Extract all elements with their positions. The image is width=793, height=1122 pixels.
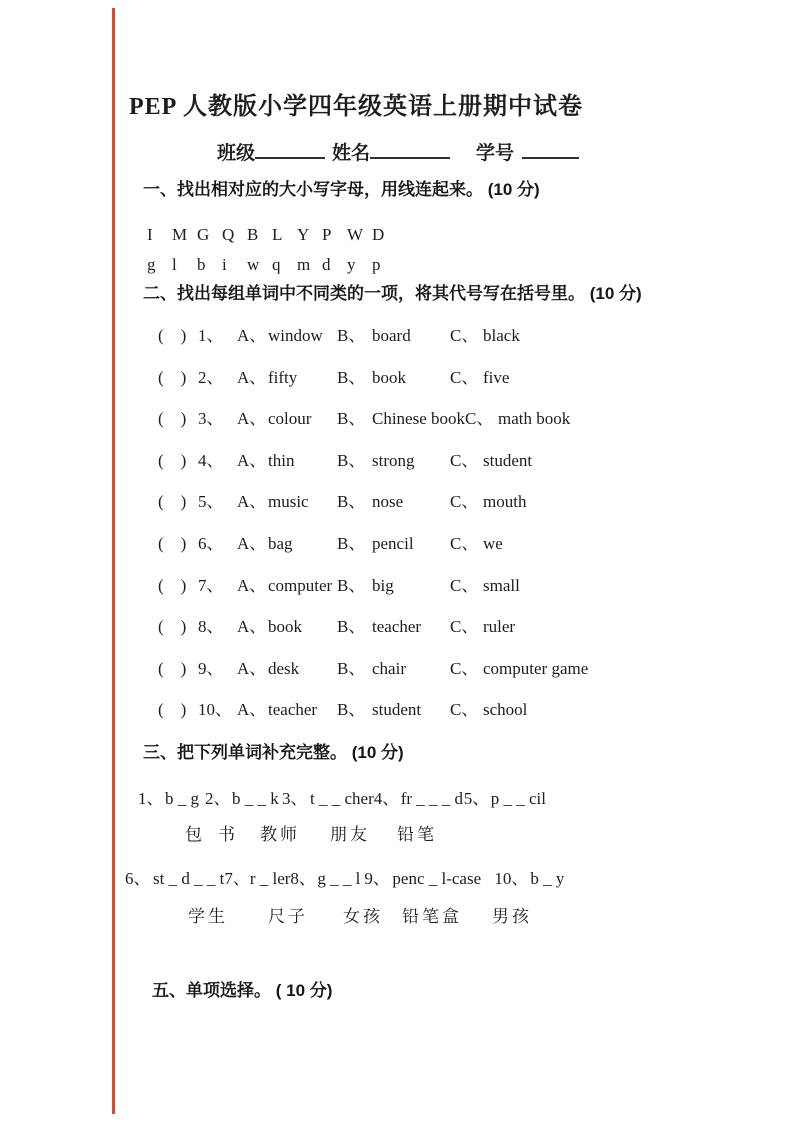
- page-title: PEP 人教版小学四年级英语上册期中试卷: [128, 94, 583, 120]
- question-row-2: [158, 367, 509, 388]
- word-number: 1、: [138, 789, 164, 808]
- section2-score: (10 分): [589, 284, 642, 303]
- option-b-label: B、: [337, 368, 366, 387]
- option-c-label: C、: [450, 576, 479, 595]
- option-c-word: math book: [498, 409, 571, 428]
- option-c-word: student: [483, 451, 533, 470]
- word-gloss: 铅笔: [397, 825, 437, 844]
- section3-heading-text: 三、把下列单词补充完整。: [143, 743, 347, 762]
- option-a-label: A、: [237, 617, 267, 636]
- id-label: 学号: [476, 143, 515, 164]
- option-b-label: B、: [337, 492, 366, 511]
- fill-word: st _ d _ _ t: [153, 869, 225, 888]
- answer-paren: ( ): [158, 700, 187, 719]
- option-b-word: chair: [372, 659, 406, 678]
- class-label: 班级: [217, 143, 256, 164]
- question-row-5: [158, 491, 526, 512]
- word-gloss: 教师: [260, 825, 300, 844]
- option-b-word: pencil: [372, 534, 414, 553]
- section1-heading-text: 一、找出相对应的大小写字母，用线连起来。: [143, 180, 483, 199]
- fill-word: r _ ler: [249, 869, 291, 888]
- lowercase-letter: p: [372, 255, 381, 274]
- question-row-9: [158, 658, 588, 679]
- word-gloss: 包: [185, 825, 205, 844]
- answer-paren: ( ): [158, 534, 187, 553]
- option-c-label: C、: [450, 659, 479, 678]
- question-row-1: [158, 325, 520, 346]
- option-a-label: A、: [237, 451, 267, 470]
- question-number: 1、: [198, 326, 224, 345]
- word-gloss: 学生: [188, 907, 228, 926]
- word-number: 7、: [224, 869, 250, 888]
- answer-paren: ( ): [158, 617, 187, 636]
- answer-paren: ( ): [158, 326, 187, 345]
- id-blank: [522, 142, 579, 159]
- word-gloss: 朋友: [330, 825, 370, 844]
- option-a-label: A、: [237, 659, 267, 678]
- name-blank: [370, 142, 450, 159]
- word-number: 8、: [290, 869, 316, 888]
- section5-heading: [152, 980, 332, 1002]
- question-number: 9、: [198, 659, 224, 678]
- option-c-label: C、: [450, 617, 479, 636]
- option-c-word: mouth: [483, 492, 527, 511]
- option-c-label: C、: [450, 451, 479, 470]
- fill-word-row-1: [138, 788, 546, 810]
- word-number: 3、: [282, 789, 308, 808]
- fill-word: penc _ l-case: [392, 869, 482, 888]
- lowercase-letter-row: [147, 254, 397, 275]
- answer-paren: ( ): [158, 576, 187, 595]
- fill-word: b _ y: [530, 869, 565, 888]
- uppercase-letter: M: [172, 225, 188, 244]
- option-b-label: B、: [337, 326, 366, 345]
- question-number: 10、: [198, 700, 232, 719]
- uppercase-letter: Y: [297, 225, 310, 244]
- answer-paren: ( ): [158, 409, 187, 428]
- uppercase-letter-row: [147, 224, 397, 245]
- fill-word: g _ _ l: [317, 869, 361, 888]
- margin-line: [112, 8, 115, 1114]
- word-number: 2、: [205, 789, 231, 808]
- option-b-label: B、: [337, 409, 366, 428]
- fill-word: b _ _ k: [232, 789, 279, 808]
- word-number: 4、: [373, 789, 400, 808]
- option-c-word: we: [483, 534, 503, 553]
- section2-heading: [143, 283, 642, 305]
- question-row-10: [158, 699, 527, 720]
- fill-word: p _ _ cil: [490, 789, 546, 808]
- question-number: 4、: [198, 451, 224, 470]
- class-blank: [255, 142, 325, 159]
- option-a-label: A、: [237, 534, 267, 553]
- option-b-word: Chinese book: [372, 409, 466, 428]
- option-b-label: B、: [337, 534, 366, 553]
- uppercase-letter: P: [322, 225, 332, 244]
- option-a-word: thin: [268, 451, 295, 470]
- uppercase-letter: Q: [222, 225, 235, 244]
- option-b-label: B、: [337, 451, 366, 470]
- lowercase-letter: l: [172, 255, 177, 274]
- option-c-label: C、: [450, 368, 479, 387]
- question-row-8: [158, 616, 515, 637]
- word-gloss: 女孩: [343, 907, 383, 926]
- option-a-label: A、: [237, 492, 267, 511]
- option-c-word: computer game: [483, 659, 589, 678]
- uppercase-letter: D: [372, 225, 385, 244]
- option-b-label: B、: [337, 617, 366, 636]
- word-gloss: 书: [218, 825, 238, 844]
- lowercase-letter: d: [322, 255, 331, 274]
- word-number: 6、: [125, 869, 151, 888]
- option-a-word: bag: [268, 534, 293, 553]
- answer-paren: ( ): [158, 451, 187, 470]
- word-number: 10、: [494, 869, 529, 888]
- section1-heading: [143, 179, 540, 201]
- option-a-word: teacher: [268, 700, 318, 719]
- option-b-word: board: [372, 326, 411, 345]
- option-b-word: student: [372, 700, 422, 719]
- option-b-word: big: [372, 576, 394, 595]
- fill-word: fr _ _ _ d: [400, 789, 464, 808]
- option-b-word: strong: [372, 451, 415, 470]
- option-c-word: five: [483, 368, 510, 387]
- question-row-6: [158, 533, 503, 554]
- option-c-word: ruler: [483, 617, 516, 636]
- section5-score: ( 10 分): [275, 981, 333, 1000]
- option-b-word: nose: [372, 492, 404, 511]
- lowercase-letter: y: [347, 255, 356, 274]
- word-number: 9、: [364, 869, 390, 888]
- option-a-word: book: [268, 617, 302, 636]
- option-c-label: C、: [450, 326, 479, 345]
- question-row-4: [158, 450, 532, 471]
- uppercase-letter: W: [347, 225, 364, 244]
- uppercase-letter: L: [272, 225, 283, 244]
- option-a-word: window: [268, 326, 323, 345]
- option-a-label: A、: [237, 368, 267, 387]
- lowercase-letter: m: [297, 255, 311, 274]
- question-row-7: [158, 575, 520, 596]
- word-gloss: 尺子: [268, 907, 308, 926]
- answer-paren: ( ): [158, 659, 187, 678]
- lowercase-letter: b: [197, 255, 206, 274]
- question-number: 7、: [198, 576, 224, 595]
- word-gloss: 男孩: [492, 907, 532, 926]
- fill-word-row-2: [125, 868, 564, 890]
- option-c-word: school: [483, 700, 528, 719]
- question-row-3: [158, 408, 570, 429]
- word-gloss: 铅笔盒: [402, 907, 462, 926]
- uppercase-letter: I: [147, 225, 153, 244]
- option-a-label: A、: [237, 409, 267, 428]
- option-c-label: C、: [450, 492, 479, 511]
- option-a-word: computer: [268, 576, 333, 595]
- lowercase-letter: g: [147, 255, 156, 274]
- uppercase-letter: B: [247, 225, 259, 244]
- question-number: 8、: [198, 617, 224, 636]
- section5-heading-text: 五、单项选择。: [152, 981, 271, 1000]
- uppercase-letter: G: [197, 225, 210, 244]
- question-number: 2、: [198, 368, 224, 387]
- option-a-word: music: [268, 492, 309, 511]
- option-c-word: black: [483, 326, 520, 345]
- section3-heading: [143, 742, 404, 764]
- option-b-label: B、: [337, 576, 366, 595]
- option-b-word: teacher: [372, 617, 422, 636]
- question-number: 5、: [198, 492, 224, 511]
- student-info-line: [217, 142, 579, 164]
- option-a-label: A、: [237, 700, 267, 719]
- option-a-word: fifty: [268, 368, 298, 387]
- section2-heading-text: 二、找出每组单词中不同类的一项，将其代号写在括号里。: [143, 284, 585, 303]
- option-c-label: C、: [450, 534, 479, 553]
- answer-paren: ( ): [158, 368, 187, 387]
- option-b-label: B、: [337, 700, 366, 719]
- fill-word: t _ _ cher: [310, 789, 374, 808]
- answer-paren: ( ): [158, 492, 187, 511]
- fill-word: b _ g: [165, 789, 199, 808]
- section1-score: (10 分): [487, 180, 540, 199]
- option-c-label: C、: [450, 700, 479, 719]
- word-number: 5、: [463, 789, 490, 808]
- question-number: 3、: [198, 409, 224, 428]
- option-a-word: desk: [268, 659, 300, 678]
- lowercase-letter: i: [222, 255, 227, 274]
- option-b-word: book: [372, 368, 406, 387]
- option-c-word: small: [483, 576, 520, 595]
- option-b-label: B、: [337, 659, 366, 678]
- option-c-label: C、: [465, 409, 494, 428]
- name-label: 姓名: [332, 143, 371, 164]
- option-a-label: A、: [237, 576, 267, 595]
- question-number: 6、: [198, 534, 224, 553]
- section3-score: (10 分): [351, 743, 404, 762]
- option-a-label: A、: [237, 326, 267, 345]
- option-a-word: colour: [268, 409, 312, 428]
- lowercase-letter: q: [272, 255, 281, 274]
- lowercase-letter: w: [247, 255, 260, 274]
